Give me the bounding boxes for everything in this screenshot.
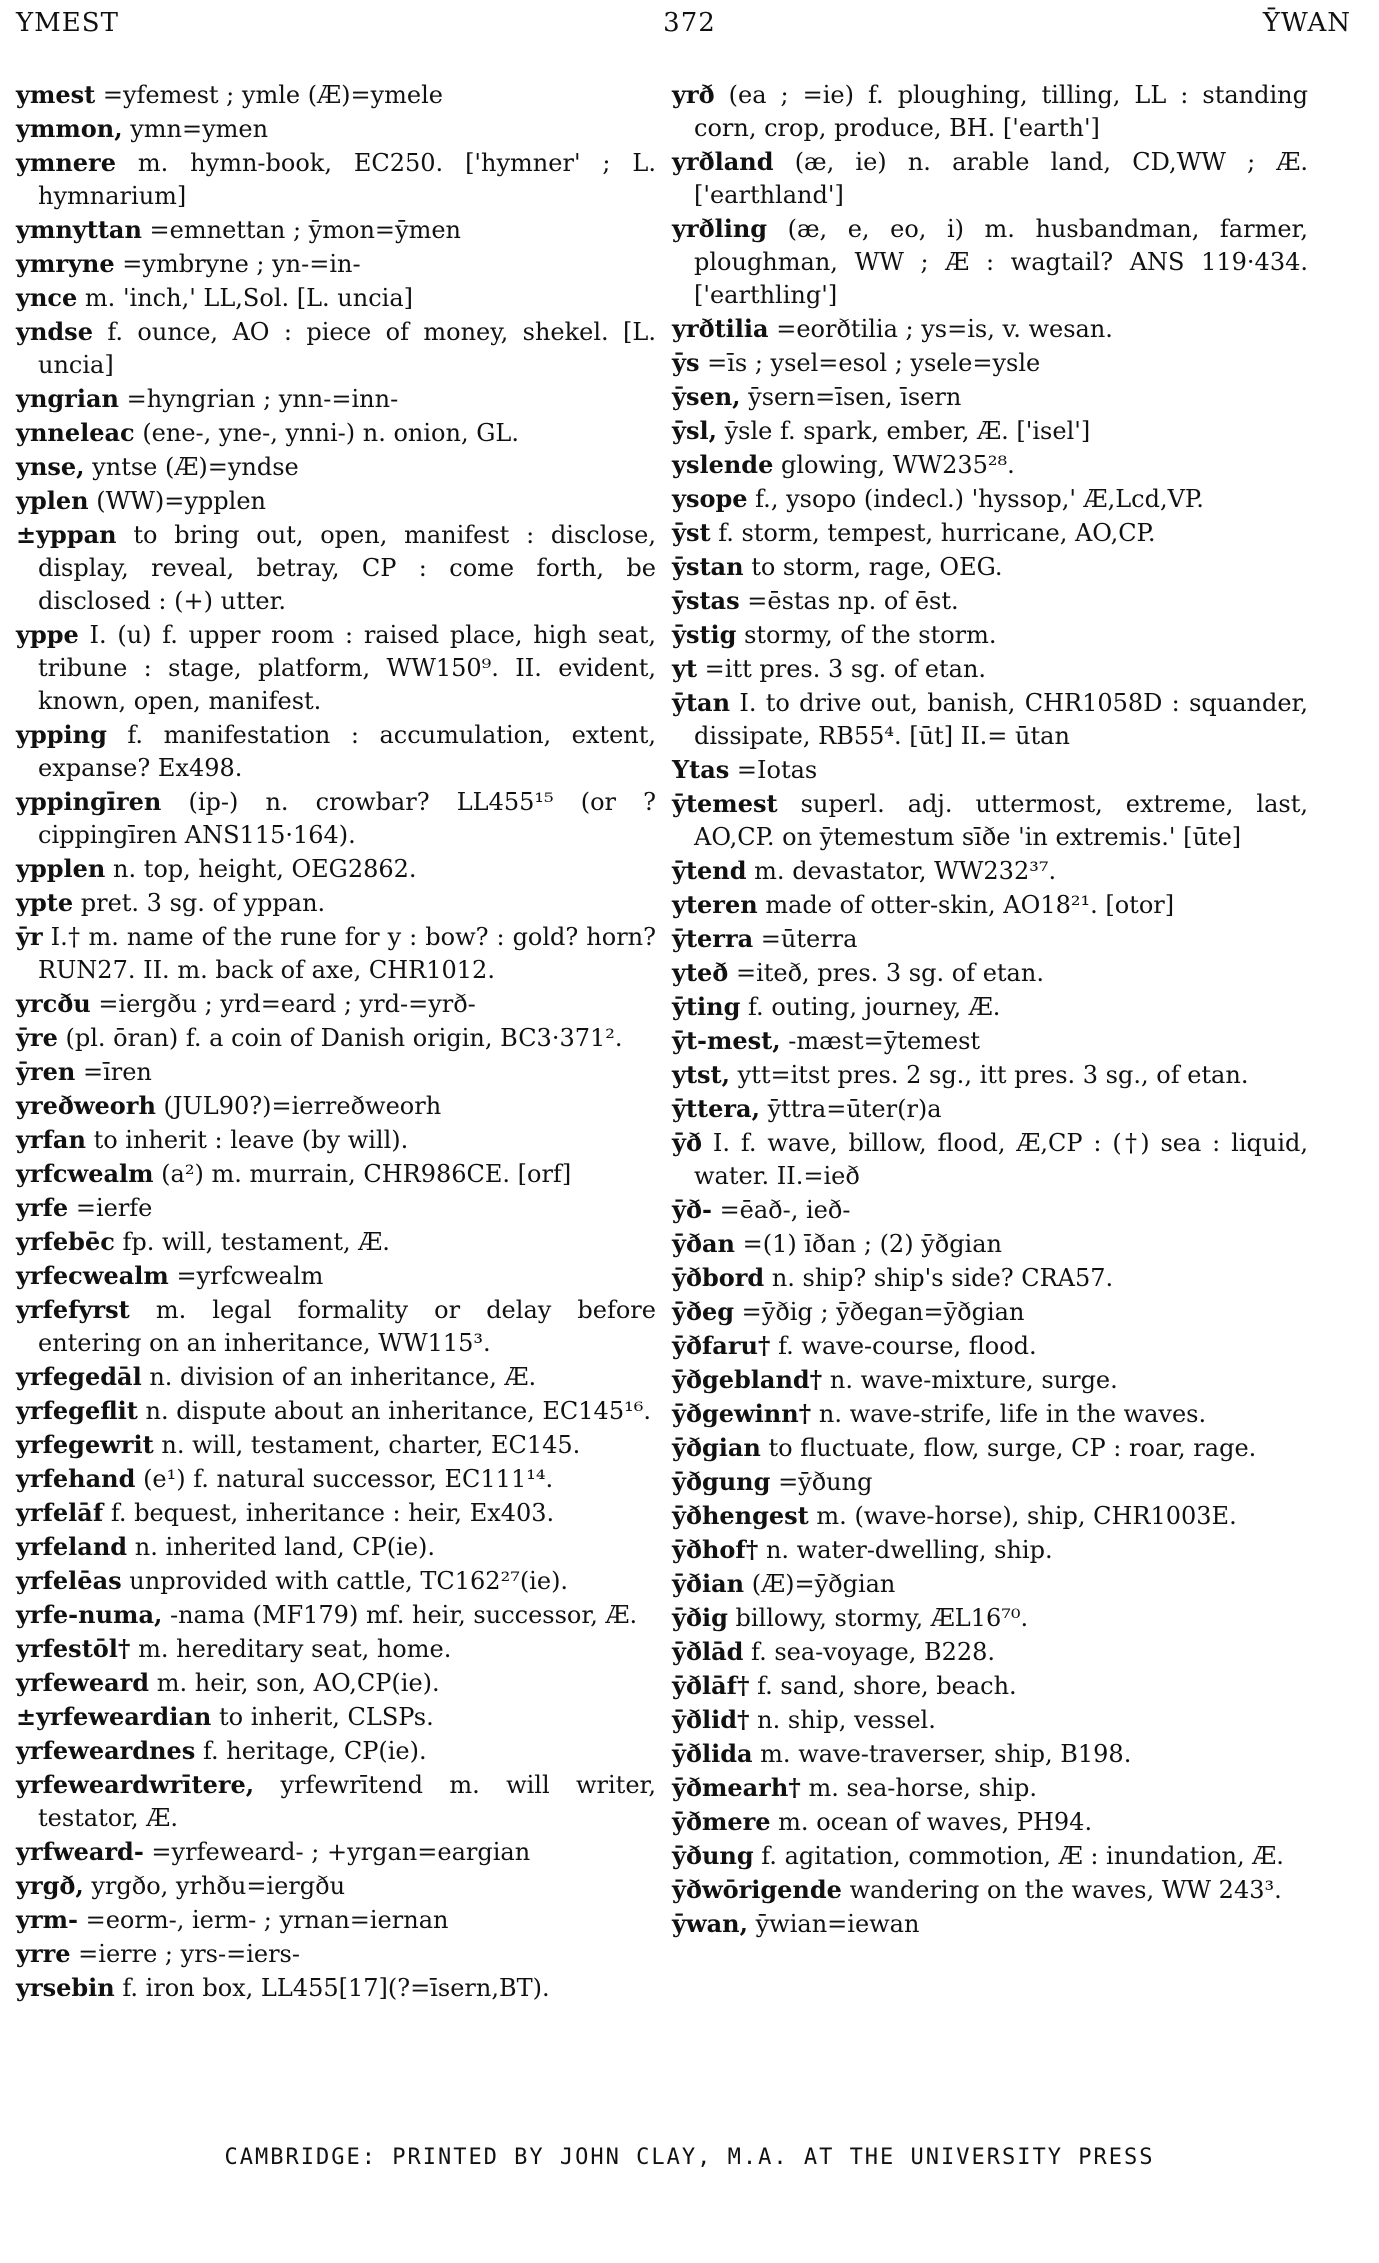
dictionary-entry: [16, 281, 656, 315]
right-column: [672, 78, 1308, 1941]
entry-definition: f. agitation, commotion, Æ : inundation, Æ.: [761, 1842, 1284, 1870]
dictionary-entry: [16, 382, 656, 416]
entry-headword: ymmon,: [16, 114, 123, 143]
dictionary-entry: [672, 1397, 1308, 1431]
entry-headword: ȳwan,: [672, 1909, 748, 1938]
entry-headword: ȳsl,: [672, 416, 717, 445]
entry-headword: yrfeweardwrītere,: [16, 1770, 255, 1799]
dictionary-entry: [16, 1666, 656, 1700]
dictionary-entry: [672, 753, 1308, 787]
dictionary-entry: [672, 1431, 1308, 1465]
entry-headword: ynce: [16, 283, 78, 312]
entry-definition: f. iron box, LL455[17](?=īsern,BT).: [122, 1974, 550, 2002]
dictionary-entry: [672, 145, 1308, 212]
entry-definition: n. inherited land, CP(ie).: [134, 1533, 436, 1561]
entry-definition: m. ocean of waves, PH94.: [778, 1808, 1093, 1836]
entry-headword: yrfweard-: [16, 1837, 144, 1866]
entry-headword: ȳðig: [672, 1603, 728, 1632]
entry-definition: =ȳðung: [778, 1468, 873, 1496]
entry-definition: I. to drive out, banish, CHR1058D : squander, dissipate, RB55⁴. [ūt] II.= ūtan: [694, 689, 1309, 750]
entry-definition: I.† m. name of the rune for y : bow? : gold? horn? RUN27. II. m. back of axe, CHR1012.: [38, 923, 656, 984]
entry-definition: yrgðo, yrhðu=iergðu: [91, 1872, 346, 1900]
running-head-left: YMEST: [16, 8, 119, 38]
dictionary-entry: [672, 854, 1308, 888]
dictionary-entry: [672, 516, 1308, 550]
entry-definition: -mæst=ȳtemest: [788, 1027, 981, 1055]
dictionary-entry: [16, 1937, 656, 1971]
entry-headword: ynneleac: [16, 418, 135, 447]
entry-headword: yppe: [16, 620, 79, 649]
dictionary-entry: [672, 922, 1308, 956]
entry-definition: m. (wave-horse), ship, CHR1003E.: [816, 1502, 1237, 1530]
entry-headword: yrfebēc: [16, 1227, 115, 1256]
running-head-right: ȲWAN: [1262, 8, 1351, 38]
entry-definition: f. bequest, inheritance : heir, Ex403.: [110, 1499, 555, 1527]
dictionary-entry: [16, 1021, 656, 1055]
dictionary-entry: [672, 990, 1308, 1024]
entry-headword: ȳðan: [672, 1229, 735, 1258]
dictionary-entry: [672, 787, 1308, 854]
entry-definition: (Æ)=ȳðgian: [751, 1570, 896, 1598]
dictionary-entry: [672, 618, 1308, 652]
dictionary-entry: [16, 1293, 656, 1360]
dictionary-entry: [16, 987, 656, 1021]
entry-definition: m. 'inch,' LL,Sol. [L. uncia]: [84, 284, 414, 312]
dictionary-entry: [16, 1191, 656, 1225]
entry-headword: yrfehand: [16, 1464, 136, 1493]
entry-definition: m. heir, son, AO,CP(ie).: [156, 1669, 440, 1697]
entry-headword: yrsebin: [16, 1973, 115, 2002]
entry-headword: ȳðbord: [672, 1263, 765, 1292]
entry-headword: ȳðung: [672, 1841, 754, 1870]
dictionary-entry: [16, 247, 656, 281]
dictionary-entry: [16, 1428, 656, 1462]
dictionary-entry: [672, 1329, 1308, 1363]
dictionary-entry: [672, 1703, 1308, 1737]
dictionary-entry: [672, 346, 1308, 380]
dictionary-entry: [16, 1496, 656, 1530]
entry-definition: m. hereditary seat, home.: [138, 1635, 452, 1663]
entry-headword: yrfecwealm: [16, 1261, 169, 1290]
entry-headword: yrfan: [16, 1125, 86, 1154]
entry-definition: ytt=itst pres. 2 sg., itt pres. 3 sg., of etan.: [737, 1061, 1249, 1089]
entry-headword: ȳr: [16, 922, 43, 951]
dictionary-entry: [16, 146, 656, 213]
dictionary-entry: [672, 1533, 1308, 1567]
dictionary-entry: [672, 888, 1308, 922]
entry-headword: yrfegeflit: [16, 1396, 138, 1425]
entry-headword: ymryne: [16, 249, 115, 278]
dictionary-entry: [672, 1465, 1308, 1499]
dictionary-entry: [16, 518, 656, 618]
entry-definition: ymn=ymen: [130, 115, 269, 143]
entry-headword: ȳðeg: [672, 1297, 735, 1326]
dictionary-entry: [16, 416, 656, 450]
entry-definition: (æ, e, eo, i) m. husbandman, farmer, ploughman, WW ; Æ : wagtail? ANS 119·434. ['earthling']: [694, 215, 1308, 309]
entry-definition: =ēað-, ieð-: [719, 1196, 851, 1224]
entry-headword: ȳð-: [672, 1195, 712, 1224]
entry-definition: ȳttra=ūter(r)a: [767, 1095, 942, 1123]
entry-headword: ȳðlid†: [672, 1705, 750, 1734]
dictionary-entry: [672, 1024, 1308, 1058]
entry-headword: ȳstig: [672, 620, 737, 649]
entry-definition: stormy, of the storm.: [744, 621, 997, 649]
entry-headword: ȳðfaru†: [672, 1331, 771, 1360]
entry-headword: ynse,: [16, 452, 85, 481]
dictionary-entry: [672, 1907, 1308, 1941]
dictionary-entry: [672, 1771, 1308, 1805]
entry-definition: ȳsern=īsen, īsern: [748, 383, 962, 411]
entry-headword: yrcðu: [16, 989, 91, 1018]
entry-definition: (ea ; =ie) f. ploughing, tilling, LL : standing corn, crop, produce, BH. ['earth']: [694, 81, 1308, 142]
dictionary-entry: [672, 1737, 1308, 1771]
entry-headword: yrð: [672, 80, 715, 109]
entry-headword: yrfestōl†: [16, 1634, 131, 1663]
entry-definition: to fluctuate, flow, surge, CP : roar, rage.: [768, 1434, 1257, 1462]
dictionary-entry: [16, 1835, 656, 1869]
entry-headword: ȳðlida: [672, 1739, 753, 1768]
entry-definition: (æ, ie) n. arable land, CD,WW ; Æ. ['earthland']: [694, 148, 1309, 209]
dictionary-entry: [672, 1839, 1308, 1873]
dictionary-entry: [16, 852, 656, 886]
entry-definition: (ene-, yne-, ynni-) n. onion, GL.: [142, 419, 519, 447]
dictionary-entry: [16, 1089, 656, 1123]
dictionary-entry: [16, 1869, 656, 1903]
entry-definition: n. will, testament, charter, EC145.: [161, 1431, 581, 1459]
dictionary-entry: [672, 652, 1308, 686]
entry-definition: f. wave-course, flood.: [778, 1332, 1037, 1360]
entry-headword: yt: [672, 654, 698, 683]
dictionary-entry: [672, 1499, 1308, 1533]
entry-headword: Ytas: [672, 755, 730, 784]
entry-headword: yreðweorh: [16, 1091, 156, 1120]
entry-headword: ȳttera,: [672, 1094, 760, 1123]
dictionary-entry: [672, 380, 1308, 414]
dictionary-entry: [16, 785, 656, 852]
entry-headword: ȳting: [672, 992, 741, 1021]
entry-headword: ymnyttan: [16, 215, 142, 244]
dictionary-entry: [672, 78, 1308, 145]
dictionary-entry: [672, 956, 1308, 990]
dictionary-entry: [16, 1530, 656, 1564]
entry-definition: =yrfcwealm: [176, 1262, 324, 1290]
entry-headword: ȳðgebland†: [672, 1365, 823, 1394]
entry-headword: ysope: [672, 484, 748, 513]
entry-headword: ȳðgian: [672, 1433, 761, 1462]
entry-definition: =īs ; ysel=esol ; ysele=ysle: [707, 349, 1041, 377]
entry-definition: f. manifestation : accumulation, extent, expanse? Ex498.: [38, 721, 656, 782]
entry-headword: yrfefyrst: [16, 1295, 130, 1324]
dictionary-entry: [16, 1598, 656, 1632]
dictionary-entry: [16, 718, 656, 785]
entry-headword: yrðling: [672, 214, 768, 243]
dictionary-entry: [672, 1092, 1308, 1126]
entry-headword: ȳðmearh†: [672, 1773, 801, 1802]
entry-definition: n. water-dwelling, ship.: [765, 1536, 1053, 1564]
dictionary-entry: [672, 1058, 1308, 1092]
entry-headword: ypte: [16, 888, 74, 917]
left-column: [16, 78, 656, 2005]
entry-definition: f. outing, journey, Æ.: [748, 993, 1001, 1021]
dictionary-entry: [16, 1462, 656, 1496]
dictionary-entry: [672, 1295, 1308, 1329]
entry-definition: n. division of an inheritance, Æ.: [149, 1363, 537, 1391]
page-number: 372: [663, 8, 716, 38]
entry-headword: ȳre: [16, 1023, 58, 1052]
entry-definition: ȳsle f. spark, ember, Æ. ['isel']: [724, 417, 1091, 445]
entry-definition: =ierre ; yrs-=iers-: [78, 1940, 300, 1968]
dictionary-entry: [16, 315, 656, 382]
entry-headword: ȳsen,: [672, 382, 741, 411]
dictionary-entry: [672, 312, 1308, 346]
entry-definition: to inherit : leave (by will).: [93, 1126, 409, 1154]
entry-headword: yrfe-numa,: [16, 1600, 163, 1629]
dictionary-entry: [16, 1259, 656, 1293]
dictionary-entry: [16, 1225, 656, 1259]
entry-headword: yrfeweard: [16, 1668, 150, 1697]
entry-definition: f. ounce, AO : piece of money, shekel. [L. uncia]: [38, 318, 656, 379]
dictionary-entry: [16, 1632, 656, 1666]
entry-definition: m. sea-horse, ship.: [808, 1774, 1038, 1802]
entry-definition: to storm, rage, OEG.: [751, 553, 1003, 581]
dictionary-entry: [672, 584, 1308, 618]
dictionary-entry: [672, 1805, 1308, 1839]
entry-definition: =eorm-, ierm- ; yrnan=iernan: [85, 1906, 449, 1934]
dictionary-entry: [672, 1126, 1308, 1193]
entry-definition: (e¹) f. natural successor, EC111¹⁴.: [143, 1465, 554, 1493]
entry-headword: ȳs: [672, 348, 700, 377]
entry-headword: ȳðhof†: [672, 1535, 759, 1564]
entry-headword: yrðland: [672, 147, 774, 176]
entry-definition: n. ship? ship's side? CRA57.: [771, 1264, 1114, 1292]
dictionary-entry: [16, 112, 656, 146]
entry-definition: =ierfe: [75, 1194, 153, 1222]
dictionary-entry: [16, 1903, 656, 1937]
entry-headword: yngrian: [16, 384, 119, 413]
entry-headword: yslende: [672, 450, 774, 479]
entry-headword: ȳðwōrigende: [672, 1875, 842, 1904]
dictionary-entry: [16, 213, 656, 247]
entry-definition: n. top, height, OEG2862.: [112, 855, 417, 883]
entry-headword: ȳðlāf†: [672, 1671, 750, 1700]
dictionary-entry: [16, 1564, 656, 1598]
dictionary-entry: [16, 618, 656, 718]
entry-definition: n. wave-strife, life in the waves.: [818, 1400, 1207, 1428]
entry-definition: =ēstas np. of ēst.: [747, 587, 959, 615]
entry-definition: =Iotas: [736, 756, 818, 784]
dictionary-entry: [16, 1123, 656, 1157]
dictionary-entry: [672, 212, 1308, 312]
entry-definition: f., ysopo (indecl.) 'hyssop,' Æ,Lcd,VP.: [755, 485, 1204, 513]
entry-definition: f. sea-voyage, B228.: [751, 1638, 996, 1666]
entry-headword: ȳtan: [672, 688, 731, 717]
entry-headword: yrfegedāl: [16, 1362, 142, 1391]
printer-imprint: CAMBRIDGE: PRINTED BY JOHN CLAY, M.A. AT THE UNIVERSITY PRESS: [224, 2145, 1155, 2170]
entry-definition: (JUL90?)=ierreðweorh: [163, 1092, 442, 1120]
dictionary-entry: [672, 1567, 1308, 1601]
dictionary-entry: [672, 1601, 1308, 1635]
entry-definition: made of otter-skin, AO18²¹. [otor]: [765, 891, 1175, 919]
dictionary-entry: [16, 886, 656, 920]
entry-headword: yrgð,: [16, 1871, 84, 1900]
entry-headword: ±yppan: [16, 520, 117, 549]
entry-headword: ȳðhengest: [672, 1501, 809, 1530]
entry-headword: ȳð: [672, 1128, 702, 1157]
entry-definition: m. wave-traverser, ship, B198.: [760, 1740, 1132, 1768]
entry-definition: ȳwian=iewan: [755, 1910, 920, 1938]
entry-headword: ȳðgewinn†: [672, 1399, 812, 1428]
dictionary-entry: [672, 1635, 1308, 1669]
entry-headword: ȳren: [16, 1057, 76, 1086]
entry-definition: yntse (Æ)=yndse: [92, 453, 299, 481]
entry-headword: ytst,: [672, 1060, 730, 1089]
entry-headword: yppingīren: [16, 787, 162, 816]
entry-definition: (WW)=ypplen: [96, 487, 266, 515]
entry-headword: ȳterra: [672, 924, 754, 953]
entry-headword: yrfcwealm: [16, 1159, 154, 1188]
dictionary-entry: [672, 1873, 1308, 1907]
dictionary-entry: [16, 1360, 656, 1394]
entry-definition: n. dispute about an inheritance, EC145¹⁶.: [145, 1397, 651, 1425]
entry-headword: yrm-: [16, 1905, 78, 1934]
entry-headword: yrðtilia: [672, 314, 769, 343]
entry-definition: =ymbryne ; yn-=in-: [122, 250, 361, 278]
entry-definition: f. storm, tempest, hurricane, AO,CP.: [718, 519, 1156, 547]
entry-headword: ȳðlād: [672, 1637, 744, 1666]
entry-definition: to bring out, open, manifest : disclose, display, reveal, betray, CP : come forth, be disclosed : (+) utter.: [38, 521, 656, 615]
dictionary-entry: [672, 1261, 1308, 1295]
dictionary-entry: [672, 1193, 1308, 1227]
entry-headword: ȳðmere: [672, 1807, 771, 1836]
entry-definition: m. hymn-book, EC250. ['hymner' ; L. hymnarium]: [38, 149, 656, 210]
dictionary-entry: [16, 1394, 656, 1428]
dictionary-entry: [672, 550, 1308, 584]
entry-definition: =(1) īðan ; (2) ȳðgian: [742, 1230, 1002, 1258]
entry-definition: =emnettan ; ȳmon=ȳmen: [149, 216, 461, 244]
entry-headword: ypplen: [16, 854, 106, 883]
entry-definition: unprovided with cattle, TC162²⁷(ie).: [129, 1567, 569, 1595]
entry-definition: fp. will, testament, Æ.: [122, 1228, 390, 1256]
entry-headword: ymnere: [16, 148, 116, 177]
entry-headword: yteren: [672, 890, 758, 919]
entry-headword: yteð: [672, 958, 729, 987]
entry-definition: =iergðu ; yrd=eard ; yrd-=yrð-: [98, 990, 476, 1018]
dictionary-entry: [672, 414, 1308, 448]
entry-definition: m. devastator, WW232³⁷.: [754, 857, 1057, 885]
entry-definition: n. ship, vessel.: [757, 1706, 936, 1734]
dictionary-entry: [16, 1768, 656, 1835]
dictionary-entry: [16, 450, 656, 484]
entry-definition: yrfewrītend m. will writer, testator, Æ.: [38, 1771, 656, 1832]
dictionary-entry: [16, 1700, 656, 1734]
entry-headword: ȳðian: [672, 1569, 745, 1598]
entry-headword: ȳtend: [672, 856, 747, 885]
entry-headword: yndse: [16, 317, 93, 346]
entry-definition: -nama (MF179) mf. heir, successor, Æ.: [169, 1601, 638, 1629]
entry-definition: wandering on the waves, WW 243³.: [849, 1876, 1282, 1904]
entry-definition: I. f. wave, billow, flood, Æ,CP : (†) sea : liquid, water. II.=ieð: [694, 1129, 1308, 1190]
entry-headword: yplen: [16, 486, 89, 515]
entry-definition: billowy, stormy, ÆL16⁷⁰.: [735, 1604, 1029, 1632]
dictionary-entry: [672, 482, 1308, 516]
entry-headword: yrfeweardnes: [16, 1736, 196, 1765]
entry-definition: m. legal formality or delay before entering on an inheritance, WW115³.: [38, 1296, 656, 1357]
entry-headword: yrfelāf: [16, 1498, 104, 1527]
entry-definition: (pl. ōran) f. a coin of Danish origin, BC3·371².: [65, 1024, 623, 1052]
entry-headword: ±yrfeweardian: [16, 1702, 212, 1731]
entry-definition: =hyngrian ; ynn-=inn-: [126, 385, 399, 413]
dictionary-entry: [16, 78, 656, 112]
entry-definition: =īren: [82, 1058, 152, 1086]
dictionary-entry: [16, 1055, 656, 1089]
entry-definition: =itt pres. 3 sg. of etan.: [704, 655, 987, 683]
entry-definition: glowing, WW235²⁸.: [780, 451, 1015, 479]
entry-headword: ypping: [16, 720, 107, 749]
entry-headword: ȳstas: [672, 586, 740, 615]
entry-headword: yrfeland: [16, 1532, 128, 1561]
entry-definition: =eorðtilia ; ys=is, v. wesan.: [776, 315, 1113, 343]
entry-definition: =iteð, pres. 3 sg. of etan.: [735, 959, 1044, 987]
dictionary-entry: [672, 686, 1308, 753]
dictionary-entry: [16, 1157, 656, 1191]
dictionary-entry: [16, 1734, 656, 1768]
entry-definition: to inherit, CLSPs.: [218, 1703, 434, 1731]
entry-headword: yrfe: [16, 1193, 69, 1222]
dictionary-entry: [672, 1669, 1308, 1703]
entry-definition: (a²) m. murrain, CHR986CE. [orf]: [161, 1160, 572, 1188]
entry-definition: pret. 3 sg. of yppan.: [80, 889, 326, 917]
entry-headword: ȳst: [672, 518, 711, 547]
entry-definition: =yrfeweard- ; +yrgan=eargian: [151, 1838, 531, 1866]
dictionary-entry: [672, 1227, 1308, 1261]
entry-definition: f. sand, shore, beach.: [757, 1672, 1017, 1700]
dictionary-entry: [672, 448, 1308, 482]
entry-definition: =ȳðig ; ȳðegan=ȳðgian: [741, 1298, 1025, 1326]
entry-headword: ȳstan: [672, 552, 744, 581]
entry-headword: yrfelēas: [16, 1566, 122, 1595]
entry-headword: ȳðgung: [672, 1467, 771, 1496]
entry-headword: ymest: [16, 80, 96, 109]
entry-definition: =ūterra: [760, 925, 858, 953]
dictionary-entry: [16, 920, 656, 987]
dictionary-entry: [672, 1363, 1308, 1397]
dictionary-entry: [16, 1971, 656, 2005]
entry-definition: I. (u) f. upper room : raised place, high seat, tribune : stage, platform, WW150⁹. II. evident, known, open, manifest.: [38, 621, 656, 715]
dictionary-entry: [16, 484, 656, 518]
entry-headword: yrre: [16, 1939, 71, 1968]
entry-definition: superl. adj. uttermost, extreme, last, AO,CP. on ȳtemestum sīðe 'in extremis.' [ūte]: [694, 790, 1308, 851]
entry-headword: ȳt-mest,: [672, 1026, 781, 1055]
entry-definition: f. heritage, CP(ie).: [202, 1737, 427, 1765]
entry-definition: n. wave-mixture, surge.: [829, 1366, 1118, 1394]
entry-definition: (ip-) n. crowbar? LL455¹⁵ (or ? cippingīren ANS115·164).: [38, 788, 656, 849]
entry-headword: ȳtemest: [672, 789, 778, 818]
entry-definition: =yfemest ; ymle (Æ)=ymele: [102, 81, 443, 109]
entry-headword: yrfegewrit: [16, 1430, 154, 1459]
